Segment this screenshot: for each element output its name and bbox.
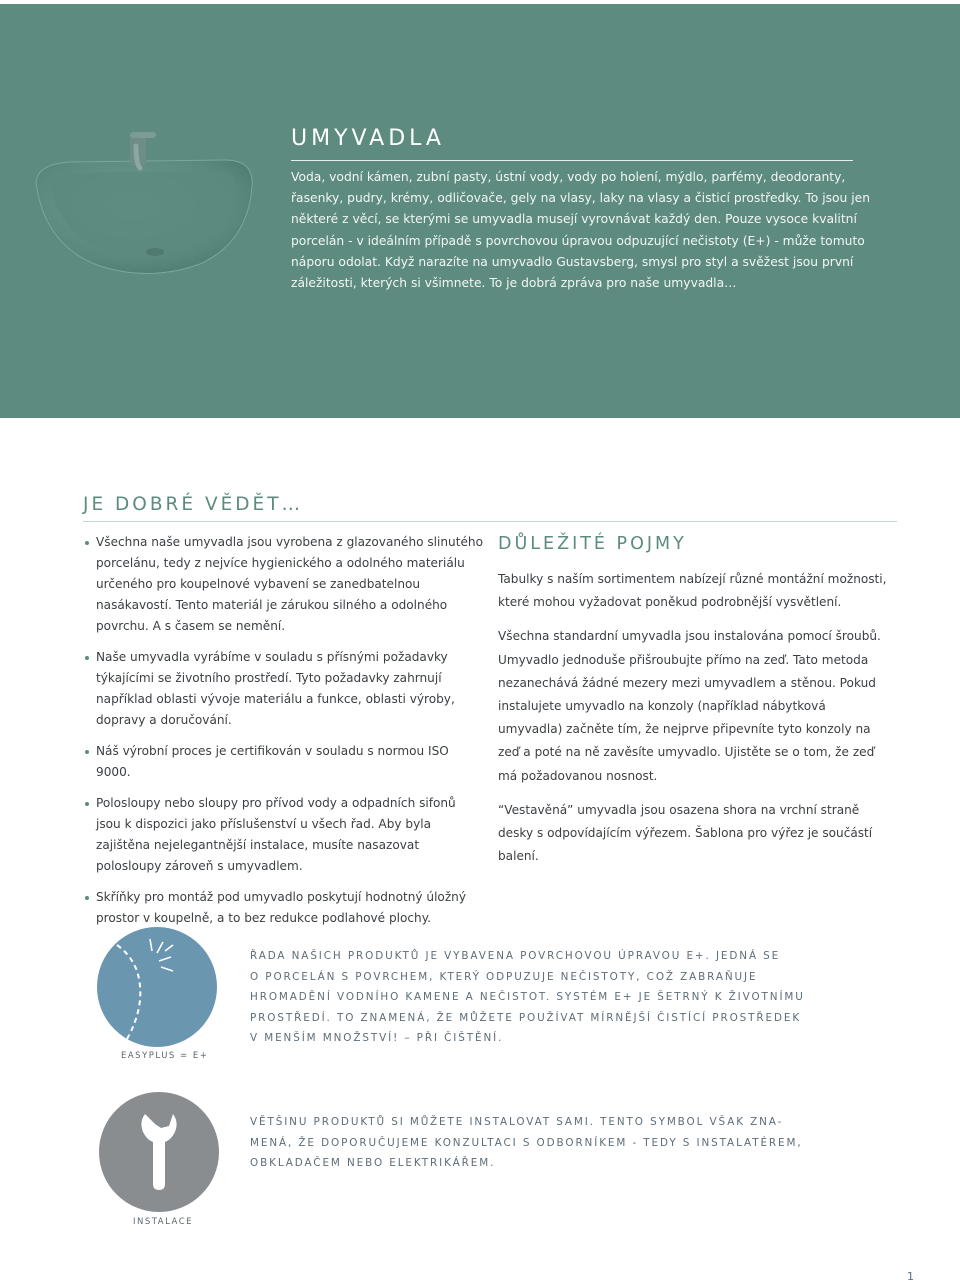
page-number: 1	[907, 1270, 914, 1283]
terms-paragraph: Tabulky s naším sortimentem nabízejí různé montážní možnosti, které mohou vyžadovat poněkud podrobnější vysvětlení.	[498, 572, 887, 610]
info-line: MENÁ, ŽE DOPORUČUJEME KONZULTACI S ODBORNÍKEM - TEDY S INSTALATÉREM,	[250, 1136, 803, 1149]
section-divider	[83, 521, 897, 522]
install-info	[250, 1112, 803, 1174]
list-item: Polosloupy nebo sloupy pro přívod vody a odpadních sifonů jsou k dispozici jako příslušenství u všech řad. Aby byla zajištěna nejelegantnější instalace, musíte nasazovat polosloupy zároveň s umyvadlem.	[83, 793, 483, 877]
good-to-know-title: JE DOBRÉ VĚDĚT…	[83, 494, 304, 515]
terms-paragraph: “Vestavěná” umyvadla jsou osazena shora na vrchní straně desky s odpovídajícím výřezem. Šablona pro výřez je součástí balení.	[498, 802, 873, 864]
easyplus-badge	[97, 927, 217, 1047]
porcelain-surface-icon	[97, 927, 217, 1047]
hero-divider	[291, 160, 853, 161]
info-line: VĚTŠINU PRODUKTŮ SI MŮŽETE INSTALOVAT SAMI. TENTO SYMBOL VŠAK ZNA-	[250, 1116, 784, 1128]
wrench-icon	[99, 1092, 219, 1212]
list-item: Náš výrobní proces je certifikován v souladu s normou ISO 9000.	[83, 741, 483, 783]
terms-title: DŮLEŽITÉ POJMY	[498, 534, 687, 554]
terms-body	[498, 568, 893, 879]
install-badge	[99, 1092, 219, 1212]
hero-intro-text: Voda, vodní kámen, zubní pasty, ústní vody, vody po holení, mýdlo, parfémy, deodoranty, řasenky, pudry, krémy, odličovače, gely na vlasy, laky na vlasy a čisticí prostředky. To jsou jen některé z věcí, se kterými se umyvadla musejí vyrovnávat každý den. Pouze vysoce kvalitní porcelán - v ideálním případě s povrchovou úpravou odpuzující nečistoty (E+) - může tomuto náporu odolat. Když narazíte na umyvadlo Gustavsberg, smysl pro styl a svěžest jsou první záležitosti, kterých si všimnete. To je dobrá zpráva pro naše umyvadla…	[291, 170, 871, 291]
good-to-know-list	[83, 532, 483, 939]
washbasin-image	[30, 124, 260, 279]
list-item: Skříňky pro montáž pod umyvadlo poskytují hodnotný úložný prostor v koupelně, a to bez redukce podlahové plochy.	[83, 887, 483, 929]
info-line: PROSTŘEDÍ. TO ZNAMENÁ, ŽE MŮŽETE POUŽÍVAT MÍRNĚJŠÍ ČISTÍCÍ PROSTŘEDEK	[250, 1011, 802, 1024]
terms-paragraph: Všechna standardní umyvadla jsou instalována pomocí šroubů. Umyvadlo jednoduše přišroubujte přímo na zeď. Tato metoda nezanechává žádné mezery mezi umyvadlem a stěnou. Pokud instalujete umyvadlo na konzoly (například nábytková umyvadla) začněte tím, že nejprve připevníte tyto konzoly na zeď a poté na ně zavěsíte umyvadlo. Ujistěte se o tom, že zeď má požadovanou nosnost.	[498, 629, 881, 783]
hero-banner	[0, 4, 960, 418]
info-line: OBKLADAČEM NEBO ELEKTRIKÁŘEM.	[250, 1157, 496, 1169]
list-item: Naše umyvadla vyrábíme v souladu s přísnými požadavky týkajícími se životního prostředí. Tyto požadavky zahrnují například oblasti vývoje materiálu a funkce, oblasti výroby, dopravy a doručování.	[83, 647, 483, 731]
easyplus-label: EASYPLUS = E+	[121, 1051, 209, 1061]
info-line: V MENŠÍM MNOŽSTVÍ! – PŘI ČIŠTĚNÍ.	[250, 1032, 504, 1044]
info-line: HROMADĚNÍ VODNÍHO KAMENE A NEČISTOT. SYSTÉM E+ JE ŠETRNÝ K ŽIVOTNÍMU	[250, 991, 805, 1003]
hero-title: UMYVADLA	[291, 126, 445, 151]
easyplus-info	[250, 946, 805, 1049]
info-line: ŘADA NAŠICH PRODUKTŮ JE VYBAVENA POVRCHOVOU ÚPRAVOU E+. JEDNÁ SE	[250, 950, 781, 962]
install-label: INSTALACE	[133, 1217, 194, 1227]
list-item: Všechna naše umyvadla jsou vyrobena z glazovaného slinutého porcelánu, tedy z nejvíce hygienického a odolného materiálu určeného pro koupelnové vybavení se zanedbatelnou nasákavostí. Tento materiál je zárukou silného a odolného povrchu. A s časem se nemění.	[83, 532, 483, 637]
info-line: O PORCELÁN S POVRCHEM, KTERÝ ODPUZUJE NEČISTOTY, COŽ ZABRAŇUJE	[250, 970, 758, 983]
